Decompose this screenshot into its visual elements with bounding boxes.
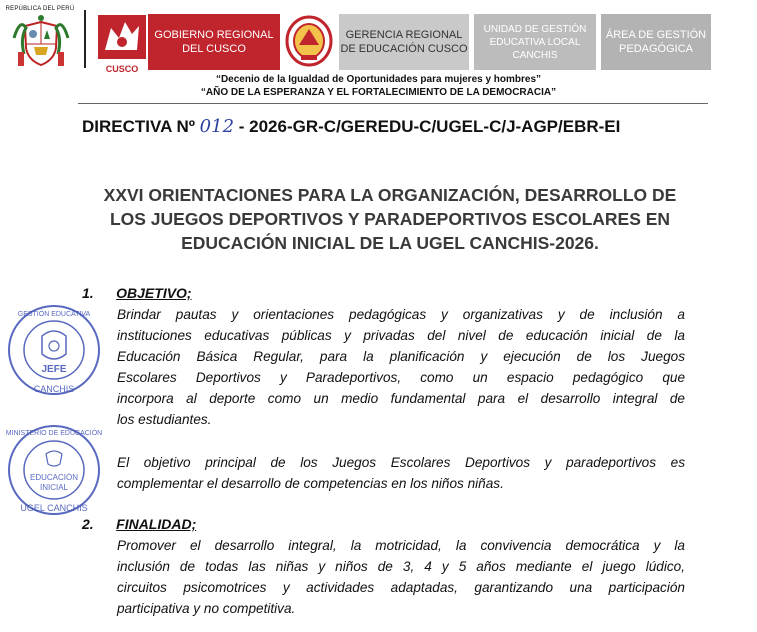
paragraph-line: participativa y no competitiva. (117, 601, 296, 616)
directive-number (82, 116, 620, 137)
paragraph-line: El objetivo principal de los Juegos Escolares Deportivos y paradeportivos es (117, 455, 685, 470)
paragraph-line: Brindar pautas y orientaciones pedagógicas y organizativas y de inclusión a (117, 307, 685, 322)
paragraph-line: los estudiantes. (117, 412, 212, 427)
cusco-logo-text: CUSCO (105, 64, 139, 74)
paragraph-line: Educación Básica Regular, para la planificación y ejecución de los Juegos (117, 349, 685, 364)
minedu-seal-stamp-icon (6, 420, 102, 516)
ugel-seal-stamp-icon (6, 302, 102, 398)
paragraph-line: Escolares Deportivos y Paradeportivos, como un espacio pedagógico que (117, 370, 685, 385)
svg-text:GESTIÓN EDUCATIVA: GESTIÓN EDUCATIVA (17, 311, 91, 318)
paragraph-line: circuitos psicomotrices y actividades adaptadas, garantizando una participación (117, 580, 685, 595)
gerencia-regional-box: GERENCIA REGIONAL DE EDUCACIÓN CUSCO (339, 14, 469, 70)
title-line: EDUCACIÓN INICIAL DE LA UGEL CANCHIS-2026. (181, 233, 599, 253)
header-rule (78, 103, 708, 104)
directive-suffix: - 2026-GR-C/GEREDU-C/UGEL-C/J-AGP/EBR-EI (238, 117, 621, 136)
gobierno-regional-box: GOBIERNO REGIONAL DEL CUSCO (148, 14, 280, 70)
svg-text:MINISTERIO DE EDUCACIÓN: MINISTERIO DE EDUCACIÓN (6, 430, 102, 437)
svg-text:UGEL CANCHIS: UGEL CANCHIS (20, 503, 88, 513)
title-line: LOS JUEGOS DEPORTIVOS Y PARADEPORTIVOS ESCOLARES EN (109, 209, 671, 229)
svg-text:JEFE: JEFE (41, 364, 67, 375)
paragraph-line: complementar el desarrollo de competencias en los niños niñas. (117, 476, 504, 491)
paragraph-line: incorpora al deporte como un medio fundamental para el desarrollo integral de (117, 391, 685, 406)
ugel-box: UNIDAD DE GESTIÓN EDUCATIVA LOCAL CANCHIS (474, 14, 596, 70)
directive-prefix: DIRECTIVA Nº (82, 117, 195, 136)
crest-caption: REPÚBLICA DEL PERÚ (5, 6, 75, 12)
paragraph-line: instituciones educativas públicas y privadas del nivel de educación inicial de la (117, 328, 685, 343)
objective-paragraph-2 (117, 452, 685, 494)
section-title: FINALIDAD; (116, 516, 197, 532)
svg-text:EDUCACIÓN: EDUCACIÓN (29, 473, 79, 482)
finality-paragraph (117, 535, 685, 619)
title-line: XXVI ORIENTACIONES PARA LA ORGANIZACIÓN, DESARROLLO DE (103, 185, 677, 205)
section-number: 2. (82, 516, 94, 532)
paragraph-line: Promover el desarrollo integral, la motricidad, la convivencia democrática y la (117, 538, 685, 553)
regional-seal-icon (285, 15, 333, 67)
svg-text:INICIAL: INICIAL (39, 483, 69, 492)
area-gestion-box: ÁREA DE GESTIÓN PEDAGÓGICA (601, 14, 711, 70)
svg-text:CANCHIS: CANCHIS (33, 384, 75, 394)
directive-handwritten-number: 012 (199, 116, 235, 137)
cusco-regional-logo (97, 14, 147, 72)
header-divider (84, 10, 86, 68)
section-1-heading (82, 285, 192, 303)
paragraph-line: inclusión de todas las niñas y niños de 3, 4 y 5 años mediante el juego lúdico, (117, 559, 685, 574)
slogan-ano: “AÑO DE LA ESPERANZA Y EL FORTALECIMIENTO DE LA DEMOCRACIA” (200, 87, 557, 98)
section-title: OBJETIVO; (116, 285, 192, 301)
section-number: 1. (82, 285, 94, 301)
slogan-decenio: “Decenio de la Igualdad de Oportunidades para mujeres y hombres” (215, 74, 542, 85)
document-title (70, 183, 710, 255)
peru-coat-of-arms-icon (10, 8, 72, 70)
cusco-logo-icon (97, 14, 147, 60)
section-2-heading (82, 516, 196, 534)
objective-paragraph (117, 304, 685, 430)
